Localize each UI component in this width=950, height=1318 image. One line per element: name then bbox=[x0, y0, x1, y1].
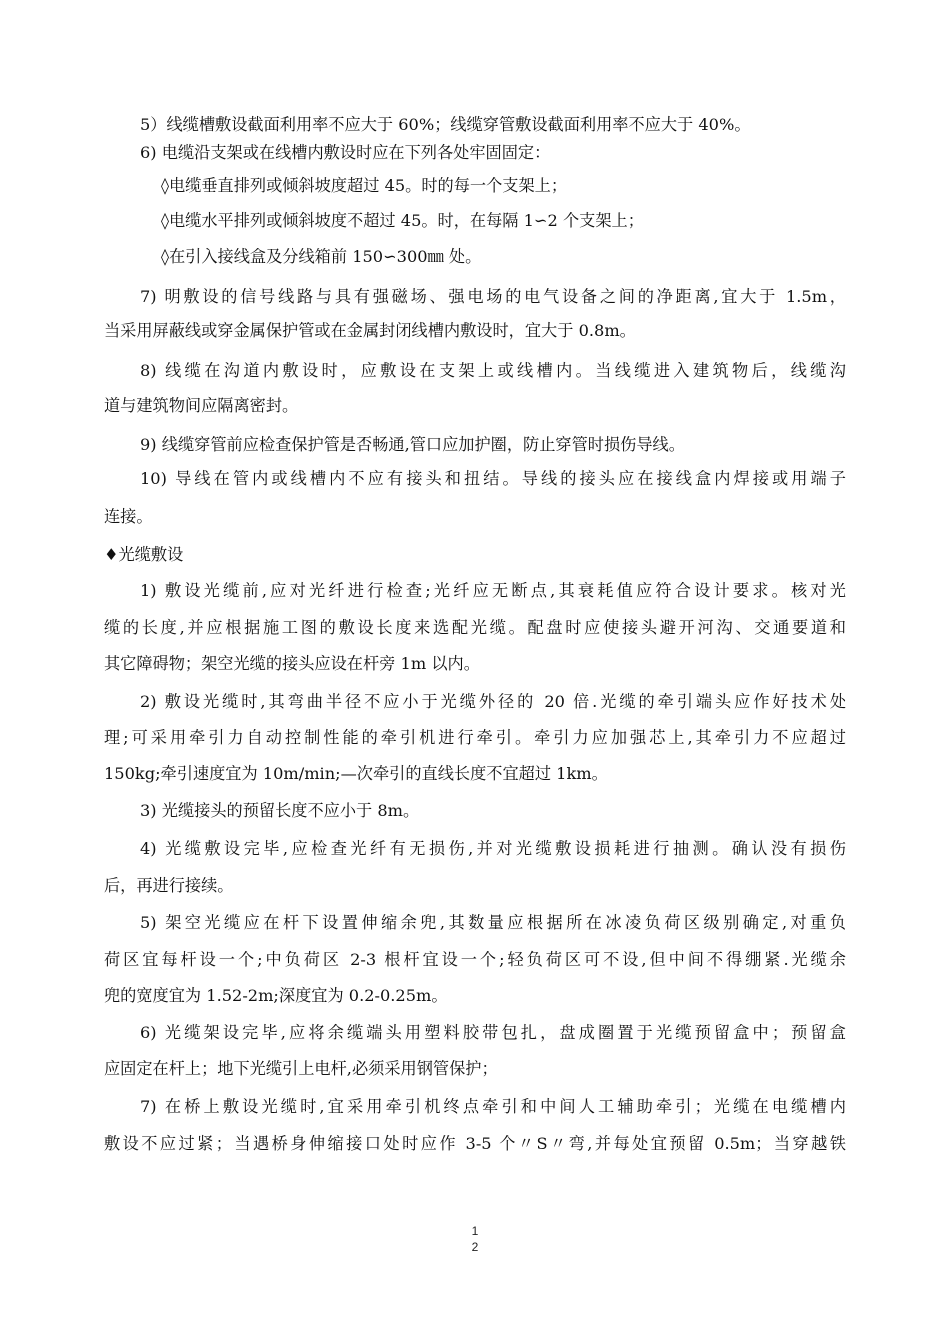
text-line: 缆的长度,并应根据施工图的敷设长度来选配光缆。配盘时应使接头避开河沟、交通要道和 bbox=[104, 618, 846, 637]
text-line: 后，再进行接续。 bbox=[104, 876, 234, 895]
text-line: 150kg;牵引速度宜为 10m/min;—次牵引的直线长度不宜超过 1km。 bbox=[104, 764, 608, 783]
page-total: 2 bbox=[471, 1240, 479, 1254]
text-line: 7) 明敷设的信号线路与具有强磁场、强电场的电气设备之间的净距离,宜大于 1.5m， bbox=[140, 287, 846, 306]
section-heading: ♦光缆敷设 bbox=[104, 545, 184, 564]
text-line: 敷设不应过紧；当遇桥身伸缩接口处时应作 3-5 个〃S〃弯,并每处宜预留 0.5m；当穿越铁 bbox=[104, 1134, 846, 1153]
text-line: ◊在引入接线盒及分线箱前 150∽300㎜ 处。 bbox=[161, 247, 482, 266]
text-line: 2) 敷设光缆时,其弯曲半径不应小于光缆外径的 20 倍.光缆的牵引端头应作好技术处 bbox=[140, 692, 846, 711]
text-line: 9) 线缆穿管前应检查保护管是否畅通,管口应加护圈，防止穿管时损伤导线。 bbox=[140, 435, 685, 454]
text-line: 8) 线缆在沟道内敷设时，应敷设在支架上或线槽内。当线缆进入建筑物后，线缆沟 bbox=[140, 361, 846, 380]
text-line: 其它障碍物；架空光缆的接头应设在杆旁 1m 以内。 bbox=[104, 654, 480, 673]
text-line: 5) 架空光缆应在杆下设置伸缩余兜,其数量应根据所在冰凌负荷区级别确定,对重负 bbox=[140, 913, 846, 932]
text-line: 荷区宜每杆设一个;中负荷区 2-3 根杆宜设一个;轻负荷区可不设,但中间不得绷紧.光缆余 bbox=[104, 950, 846, 969]
text-line: ◊电缆水平排列或倾斜坡度不超过 45。时，在每隔 1∽2 个支架上； bbox=[161, 211, 644, 230]
text-line: 1) 敷设光缆前,应对光纤进行检查;光纤应无断点,其衰耗值应符合设计要求。核对光 bbox=[140, 581, 846, 600]
text-line: 7) 在桥上敷设光缆时,宜采用牵引机终点牵引和中间人工辅助牵引；光缆在电缆槽内 bbox=[140, 1097, 846, 1116]
text-line: 连接。 bbox=[104, 507, 153, 526]
text-line: 理;可采用牵引力自动控制性能的牵引机进行牵引。牵引力应加强芯上,其牵引力不应超过 bbox=[104, 728, 846, 747]
text-line: 3) 光缆接头的预留长度不应小于 8m。 bbox=[140, 801, 420, 820]
text-line: 6) 电缆沿支架或在线槽内敷设时应在下列各处牢固固定： bbox=[140, 143, 551, 162]
text-line: 5）线缆槽敷设截面利用率不应大于 60%；线缆穿管敷设截面利用率不应大于 40%。 bbox=[140, 115, 751, 134]
text-line: 6) 光缆架设完毕,应将余缆端头用塑料胶带包扎，盘成圈置于光缆预留盒中；预留盒 bbox=[140, 1023, 846, 1042]
text-line: 10) 导线在管内或线槽内不应有接头和扭结。导线的接头应在接线盒内焊接或用端子 bbox=[140, 469, 846, 488]
text-line: 当采用屏蔽线或穿金属保护管或在金属封闭线槽内敷设时，宜大于 0.8m。 bbox=[104, 321, 636, 340]
text-line: 4) 光缆敷设完毕,应检查光纤有无损伤,并对光缆敷设损耗进行抽测。确认没有损伤 bbox=[140, 839, 846, 858]
text-line: 道与建筑物间应隔离密封。 bbox=[104, 396, 299, 415]
text-line: 兜的宽度宜为 1.52-2m;深度宜为 0.2-0.25m。 bbox=[104, 986, 448, 1005]
text-line: ◊电缆垂直排列或倾斜坡度超过 45。时的每一个支架上； bbox=[161, 176, 568, 195]
text-line: 应固定在杆上；地下光缆引上电杆,必须采用钢管保护； bbox=[104, 1059, 498, 1078]
page-number: 1 bbox=[471, 1224, 479, 1238]
